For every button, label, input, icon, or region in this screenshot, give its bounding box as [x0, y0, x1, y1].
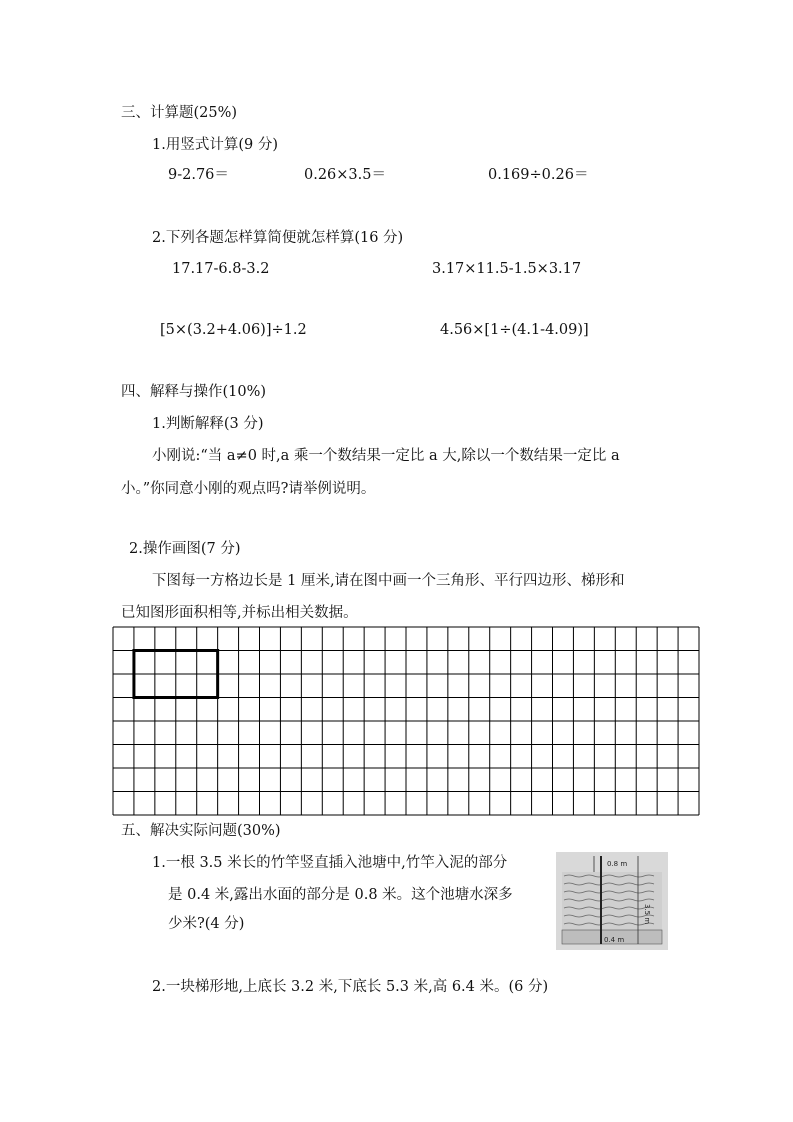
calc-item-3: 0.169÷0.26＝: [488, 167, 589, 183]
section-3-title: 三、计算题(25%): [121, 105, 238, 121]
question-4-1-title: 1.判断解释(3 分): [152, 416, 264, 432]
question-5-1-line3: 少米?(4 分): [168, 916, 245, 932]
section-5-title: 五、解决实际问题(30%): [121, 823, 281, 839]
label-right: 3.5 m: [643, 904, 651, 925]
question-3-2-title: 2.下列各题怎样算简便就怎样算(16 分): [152, 230, 404, 246]
simplify-item-4: 4.56×[1÷(4.1-4.09)]: [440, 322, 589, 338]
question-4-2-title: 2.操作画图(7 分): [129, 541, 241, 557]
question-4-2-text-line1: 下图每一方格边长是 1 厘米,请在图中画一个三角形、平行四边形、梯形和: [152, 573, 625, 589]
question-4-1-text-line2: 小。”你同意小刚的观点吗?请举例说明。: [121, 481, 376, 497]
calc-item-1: 9-2.76＝: [168, 167, 229, 183]
simplify-item-2: 3.17×11.5-1.5×3.17: [432, 261, 582, 277]
question-5-1-line2: 是 0.4 米,露出水面的部分是 0.8 米。这个池塘水深多: [168, 887, 513, 903]
question-4-1-text-line1: 小刚说:“当 a≠0 时,a 乘一个数结果一定比 a 大,除以一个数结果一定比 a: [152, 448, 620, 464]
label-top: 0.8 m: [607, 860, 628, 868]
label-bottom: 0.4 m: [604, 936, 625, 944]
section-4-title: 四、解释与操作(10%): [121, 384, 267, 400]
question-5-1-line1: 1.一根 3.5 米长的竹竿竖直插入池塘中,竹竿入泥的部分: [152, 855, 508, 871]
pond-pole-figure: [556, 852, 668, 950]
calc-item-2: 0.26×3.5＝: [304, 167, 386, 183]
question-3-1-title: 1.用竖式计算(9 分): [152, 137, 278, 153]
question-5-2-text: 2.一块梯形地,上底长 3.2 米,下底长 5.3 米,高 6.4 米。(6 分): [152, 979, 549, 995]
simplify-item-1: 17.17-6.8-3.2: [172, 261, 270, 277]
drawing-grid[interactable]: [112, 626, 700, 816]
question-4-2-text-line2: 已知图形面积相等,并标出相关数据。: [121, 605, 358, 621]
simplify-item-3: [5×(3.2+4.06)]÷1.2: [160, 322, 307, 338]
